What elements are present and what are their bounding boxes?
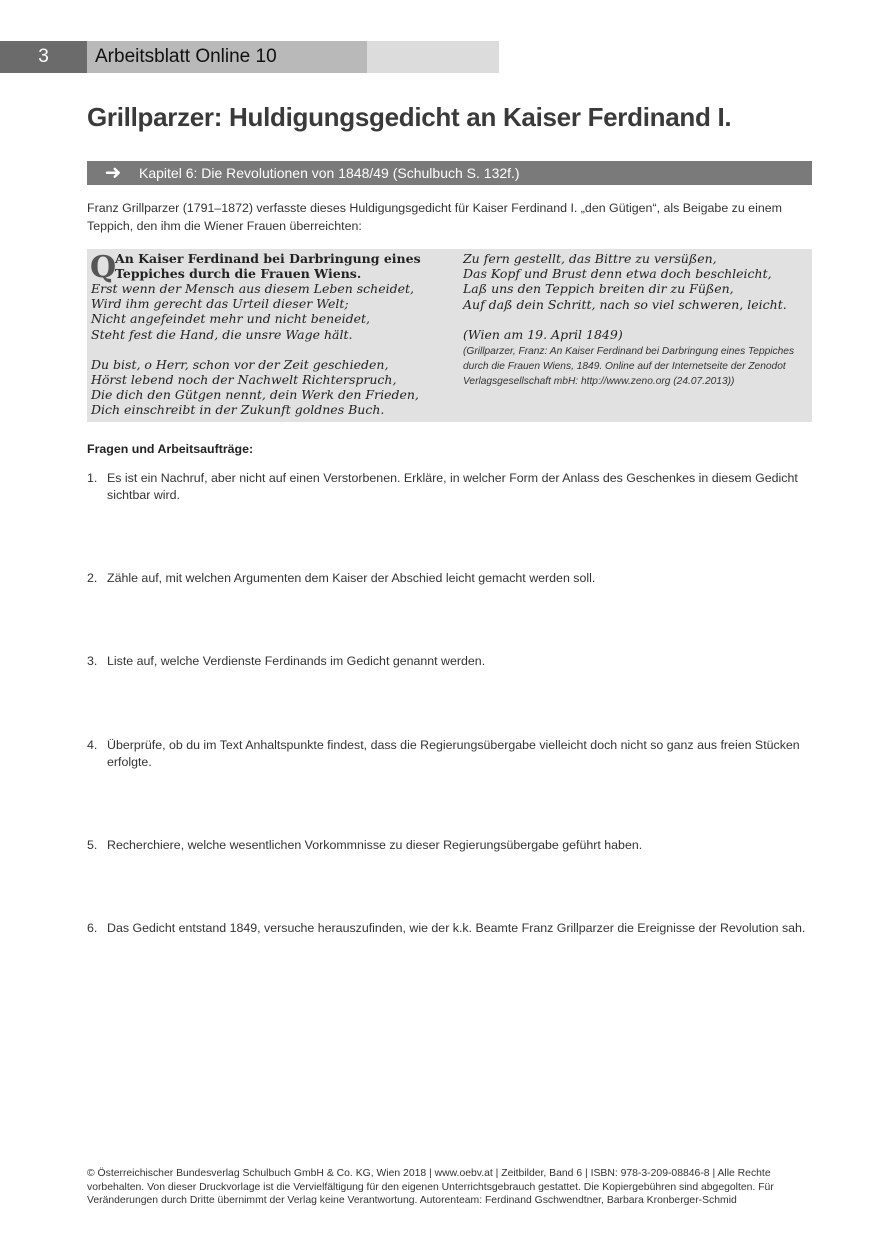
intro-text: Franz Grillparzer (1791–1872) verfasste dieses Huldigungsgedicht für Kaiser Ferdinand I. „den Gütigen“, als Beigabe zu einem Teppich, den ihm die Wiener Frauen überreichten:: [87, 201, 782, 233]
task-item: [87, 570, 812, 587]
task-text: Zähle auf, mit welchen Argumenten dem Kaiser der Abschied leicht gemacht werden soll.: [107, 571, 596, 585]
poem-line: Die dich den Gütgen nennt, dein Werk den Frieden,: [91, 387, 419, 403]
poem-heading: An Kaiser Ferdinand bei Darbringung eines Teppiches durch die Frauen Wiens.: [115, 251, 421, 281]
task-item: [87, 737, 812, 771]
task-text: Es ist ein Nachruf, aber nicht auf einen Verstorbenen. Erkläre, in welcher Form der Anlass des Geschenkes in diesem Gedicht sichtbar wird.: [107, 471, 798, 502]
task-text: Das Gedicht entstand 1849, versuche herauszufinden, wie der k.k. Beamte Franz Grillparzer die Ereignisse der Revolution sah.: [107, 921, 806, 935]
task-number: 5.: [87, 838, 98, 852]
source-citation: (Grillparzer, Franz: An Kaiser Ferdinand bei Darbringung eines Teppiches durch die Frauen Wiens, 1849. Online auf der Internetseite der Zenodot Verlagsgesellschaft mbH: http://www.zeno.org (24.07.2013)): [463, 346, 795, 388]
task-text: Überprüfe, ob du im Text Anhaltspunkte findest, dass die Regierungsübergabe vielleicht doch nicht so ganz aus freien Stücken erfolgte.: [107, 738, 800, 769]
task-item: [87, 653, 812, 670]
poem-right-column: [463, 251, 808, 389]
task-text: Recherchiere, welche wesentlichen Vorkommnisse zu dieser Regierungsübergabe geführt haben.: [107, 838, 643, 852]
page-number: 3: [0, 41, 87, 73]
stanza-gap: [91, 342, 446, 357]
poem-line: Auf daß dein Schritt, nach so viel schweren, leicht.: [463, 296, 787, 312]
worksheet-label: Arbeitsblatt Online 10: [87, 41, 367, 73]
task-item: [87, 470, 812, 504]
poem-line: Zu fern gestellt, das Bittre zu versüßen,: [463, 251, 717, 266]
poem-line: Nicht angefeindet mehr und nicht beneidet,: [91, 311, 371, 327]
task-text: Liste auf, welche Verdienste Ferdinands im Gedicht genannt werden.: [107, 654, 486, 668]
task-number: 6.: [87, 921, 98, 935]
source-box: [87, 249, 812, 422]
poem-left-column: [91, 281, 446, 418]
poem-line: Laß uns den Teppich breiten dir zu Füßen,: [463, 281, 734, 297]
task-number: 1.: [87, 471, 98, 485]
header-band: [367, 41, 499, 73]
task-item: [87, 920, 812, 937]
poem-line: Erst wenn der Mensch aus diesem Leben scheidet,: [91, 281, 415, 296]
page-title: Grillparzer: Huldigungsgedicht an Kaiser Ferdinand I.: [87, 102, 732, 132]
poem-line: Du bist, o Herr, schon vor der Zeit geschieden,: [91, 356, 389, 372]
task-number: 4.: [87, 738, 98, 752]
poem-line: Dich einschreibt in der Zukunft goldnes Buch.: [91, 402, 385, 418]
task-number: 3.: [87, 654, 98, 668]
worksheet-header: [0, 41, 499, 73]
poem-date: (Wien am 19. April 1849): [463, 326, 623, 342]
poem-line: Wird ihm gerecht das Urteil dieser Welt;: [91, 296, 349, 312]
tasks-heading: Fragen und Arbeitsaufträge:: [87, 442, 254, 456]
copyright-footer: © Österreichischer Bundesverlag Schulbuch GmbH & Co. KG, Wien 2018 | www.oebv.at | Zeitbilder, Band 6 | ISBN: 978-3-209-08846-8 | Alle Rechte vorbehalten. Von dieser Druckvorlage ist die Vervielfältigung für den eigenen Unterrichtsgebrauch gestattet. Die Kopiergebühren sind abgegolten. Für Veränderungen durch Dritte übernimmt der Verlag keine Verantwortung. Autorenteam: Ferdinand Gschwendtner, Barbara Kronberger-Schmid: [87, 1168, 774, 1206]
poem-line: Hörst lebend noch der Nachwelt Richterspruch,: [91, 372, 397, 388]
poem-line: Steht fest die Hand, die unsre Wage hält.: [91, 326, 353, 342]
poem-line: Das Kopf und Brust denn etwa doch beschleicht,: [463, 266, 772, 282]
task-number: 2.: [87, 571, 98, 585]
arrow-right-icon: ➜: [104, 162, 122, 184]
chapter-label: Kapitel 6: Die Revolutionen von 1848/49 (Schulbuch S. 132f.): [139, 165, 520, 181]
chapter-bar: [87, 161, 812, 185]
task-item: [87, 837, 812, 854]
source-q-icon: Q: [90, 250, 117, 285]
